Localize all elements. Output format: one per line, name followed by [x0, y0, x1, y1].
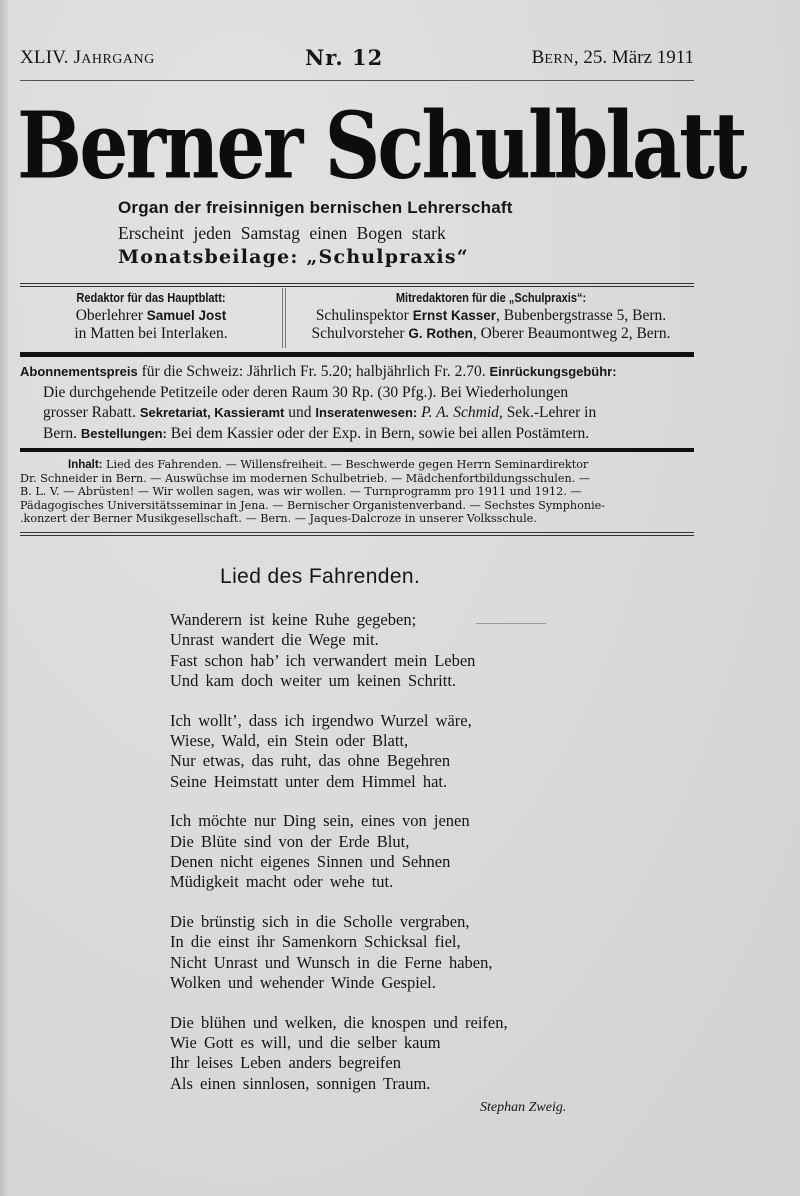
- verse-line: Wolken und wehender Winde Gespiel.: [170, 973, 436, 993]
- editor-main-heading: Redaktor für das Hauptblatt:: [76, 290, 226, 305]
- date-text: , 25. März 1911: [573, 47, 694, 68]
- discount-text: grosser Rabatt.: [43, 404, 140, 421]
- verse-line: In die einst ihr Samenkorn Schicksal fiel,: [170, 932, 461, 952]
- stanza: [170, 711, 508, 793]
- double-rule: [20, 283, 694, 287]
- poem-author: Stephan Zweig.: [480, 1100, 567, 1115]
- secretariat-label: Sekretariat, Kassieramt: [139, 405, 285, 420]
- subscription-line-1: [20, 362, 696, 383]
- stanza: [170, 912, 508, 994]
- verse-line: Wie Gott es will, und die selber kaum: [170, 1032, 441, 1052]
- orders-text: Bei dem Kassier oder der Exp. in Bern, sowie bei allen Postämtern.: [166, 424, 590, 442]
- contents-label: Inhalt:: [68, 459, 103, 471]
- issue-info-line: [20, 47, 694, 73]
- verse-line: Seine Heimstatt unter dem Himmel hat.: [170, 771, 448, 791]
- editor-supplement: [288, 288, 694, 348]
- volume-prefix: XLIV. J: [20, 47, 82, 68]
- contents-text-1: Lied des Fahrenden. — Willensfreiheit. — Beschwerde gegen Herrn Seminardirektor: [102, 458, 589, 471]
- subscription-info: [20, 362, 696, 444]
- contact-name: P. A. Schmid,: [421, 404, 503, 421]
- contact-role: Sek.-Lehrer in: [502, 404, 597, 421]
- subscription-line-2: Die durchgehende Petitzeile oder deren Raum 30 Rp. (30 Pfg.). Bei Wiederholungen: [43, 383, 569, 401]
- editor-supplement-heading: Mitredaktoren für die „Schulpraxis“:: [395, 290, 587, 305]
- contents-line-3: B. L. V. — Abrüsten! — Wir wollen sagen, was wir wollen. — Turnprogramm pro 1911 und 1912. —: [20, 485, 582, 499]
- insertion-fee-label: Einrückungsgebühr:: [489, 364, 617, 379]
- verse-line: Ich möchte nur Ding sein, eines von jenen: [170, 811, 470, 831]
- verse-line: Wanderern ist keine Ruhe gegeben;: [170, 610, 417, 629]
- contents-line-2: Dr. Schneider in Bern. — Auswüchse im modernen Schulbetrieb. — Mädchenfortbildungsschulen. —: [20, 472, 590, 486]
- verse-line: Als einen sinnlosen, sonnigen Traum.: [170, 1073, 431, 1093]
- stanza: [170, 1013, 508, 1095]
- editor1-title: Schulinspektor: [315, 307, 413, 324]
- poem-title: Lied des Fahrenden.: [220, 565, 421, 588]
- subtitle-schedule: Erscheint jeden Samstag einen Bogen stark: [118, 223, 446, 243]
- editor-main-name: Samuel Jost: [146, 308, 227, 323]
- subscription-price-text: für die Schweiz: Jährlich Fr. 5.20; halbjährlich Fr. 2.70.: [137, 363, 490, 380]
- thick-rule-2: [20, 448, 694, 452]
- verse-line: Wiese, Wald, ein Stein oder Blatt,: [170, 731, 409, 751]
- verse-line: Ihr leises Leben anders begreifen: [170, 1053, 401, 1073]
- editor1-address: , Bubenbergstrasse 5, Bern.: [495, 307, 667, 324]
- contents-bottom-rule: [20, 532, 694, 536]
- place-text: Bern.: [43, 424, 81, 442]
- editor-supplement-line2: [288, 325, 694, 343]
- editor-main-line2: in Matten bei Interlaken.: [74, 325, 228, 342]
- verse-line: Und kam doch weiter um keinen Schritt.: [170, 671, 457, 691]
- masthead-title: Berner Schulblatt: [17, 92, 745, 200]
- editor2-name: G. Rothen: [408, 326, 473, 341]
- page-edge-shadow: [0, 0, 8, 1196]
- place-smallcaps: ERN: [544, 52, 574, 67]
- editor1-name: Ernst Kasser: [412, 308, 496, 323]
- verse-line: Die blühen und welken, die knospen und reifen,: [170, 1012, 508, 1032]
- editor-main-title: Oberlehrer: [75, 307, 147, 324]
- editors-divider: [282, 288, 286, 348]
- orders-label: Bestellungen:: [80, 425, 167, 441]
- verse-line: Die Blüte sind von der Erde Blut,: [170, 831, 410, 851]
- place-initial: B: [531, 47, 545, 68]
- editors-box: [20, 288, 694, 348]
- verse-line: Nur etwas, das ruht, das ohne Begehren: [170, 751, 451, 771]
- editor2-title: Schulvorsteher: [311, 325, 409, 342]
- contents-line-1: [20, 458, 696, 472]
- verse-line: Ich wollt’, dass ich irgendwo Wurzel wäre,: [170, 710, 472, 730]
- editor-main-line1: [20, 307, 282, 325]
- volume-label: [20, 47, 155, 69]
- place-date: [532, 47, 694, 69]
- subscription-price-label: Abonnementspreis: [20, 364, 138, 379]
- verse-line: Fast schon hab’ ich verwandert mein Leben: [170, 650, 476, 670]
- editor-supplement-line1: [288, 307, 694, 325]
- advertising-label: Inseratenwesen:: [315, 405, 418, 420]
- stanza: [170, 610, 508, 692]
- verse-line: Die brünstig sich in die Scholle vergraben,: [170, 911, 470, 931]
- verse-line: Denen nicht eigenes Sinnen und Sehnen: [170, 852, 451, 872]
- header-rule: [20, 80, 694, 81]
- subscription-line-4: [20, 424, 696, 445]
- issue-number: Nr. 12: [305, 45, 384, 70]
- table-of-contents: [20, 458, 696, 525]
- contents-line-5: .konzert der Berner Musikgesellschaft. — Bern. — Jaques-Dalcroze in unserer Volksschule.: [20, 511, 537, 525]
- volume-smallcaps: AHRGANG: [81, 52, 155, 67]
- and-text: und: [284, 404, 316, 421]
- verse-line: Nicht Unrast und Wunsch in die Ferne haben,: [170, 952, 493, 972]
- poem-body: [170, 610, 508, 1113]
- subtitle-organ: Organ der freisinnigen bernischen Lehrerschaft: [118, 198, 513, 217]
- thick-rule: [20, 352, 694, 357]
- subtitle-supplement: Monatsbeilage: „Schulpraxis“: [118, 246, 469, 268]
- editor2-address: , Oberer Beaumontweg 2, Bern.: [472, 325, 671, 342]
- verse-line: Unrast wandert die Wege mit.: [170, 630, 379, 650]
- contents-line-4: Pädagogisches Universitätsseminar in Jena. — Bernischer Organistenverband. — Sechstes Symphonie-: [20, 498, 606, 512]
- editor-main: [20, 288, 282, 348]
- subscription-line-3: [20, 403, 696, 424]
- verse-line: Müdigkeit macht oder wehe tut.: [170, 872, 394, 892]
- stanza: [170, 811, 508, 893]
